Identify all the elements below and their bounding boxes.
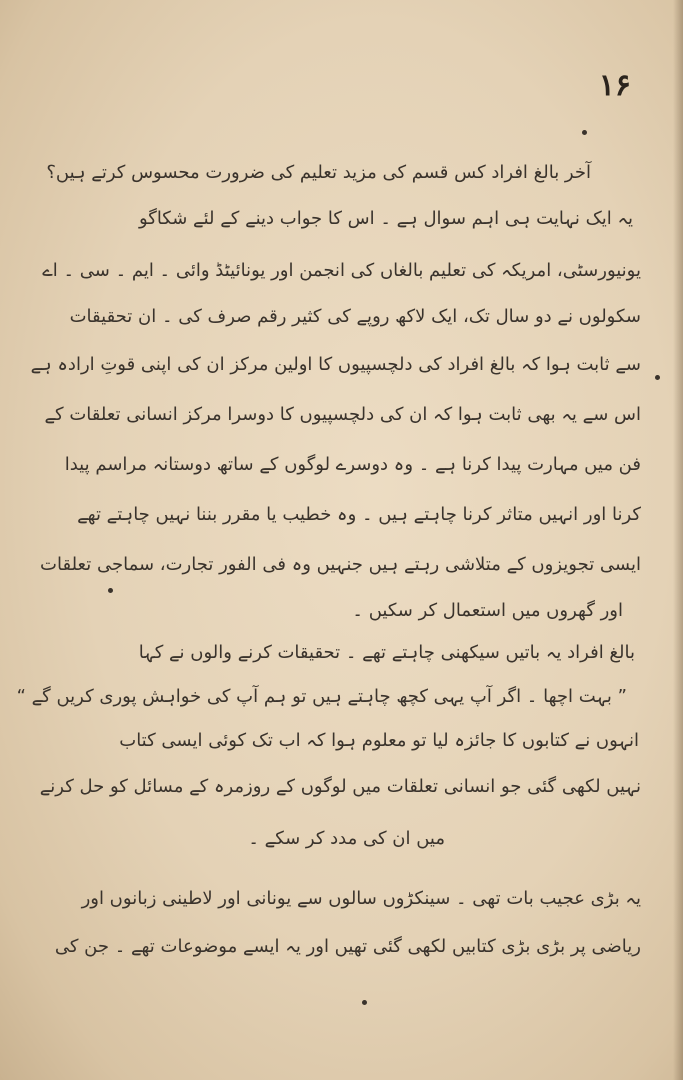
text-line: یونیورسٹی، امریکہ کی تعلیم بالغاں کی انجمن اور یونائیٹڈ وائی ۔ ایم ۔ سی ۔ اے bbox=[42, 260, 641, 281]
ink-speck bbox=[362, 1000, 367, 1005]
text-line: ” بہت اچھا ۔ اگر آپ یہی کچھ چاہتے ہیں تو ہم آپ کی خواہش پوری کریں گے “ bbox=[16, 686, 627, 707]
text-line: انہوں نے کتابوں کا جائزہ لیا تو معلوم ہوا کہ اب تک کوئی ایسی کتاب bbox=[119, 730, 639, 751]
ink-speck bbox=[108, 588, 113, 593]
text-line: آخر بالغ افراد کس قسم کی مزید تعلیم کی ضرورت محسوس کرتے ہیں؟ bbox=[46, 162, 591, 183]
text-line: اس سے یہ بھی ثابت ہوا کہ ان کی دلچسپیوں کا دوسرا مرکز انسانی تعلقات کے bbox=[44, 404, 641, 425]
text-line: سکولوں نے دو سال تک، ایک لاکھ روپے کی کثیر رقم صرف کی ۔ ان تحقیقات bbox=[69, 306, 641, 327]
text-line: کرنا اور انہیں متاثر کرنا چاہتے ہیں ۔ وہ خطیب یا مقرر بننا نہیں چاہتے تھے bbox=[77, 504, 641, 525]
text-line: میں ان کی مدد کر سکے ۔ bbox=[248, 828, 445, 849]
text-line: فن میں مہارت پیدا کرنا ہے ۔ وہ دوسرے لوگوں کے ساتھ دوستانہ مراسم پیدا bbox=[64, 454, 641, 475]
text-line: بالغ افراد یہ باتیں سیکھنی چاہتے تھے ۔ تحقیقات کرنے والوں نے کہا bbox=[138, 642, 635, 663]
text-line: سے ثابت ہوا کہ بالغ افراد کی دلچسپیوں کا اولین مرکز ان کی اپنی قوتِ ارادہ ہے bbox=[30, 354, 641, 375]
page-number: ۱۶ bbox=[598, 68, 631, 103]
text-line: ایسی تجویزوں کے متلاشی رہتے ہیں جنہیں وہ فی الفور تجارت، سماجی تعلقات bbox=[40, 554, 641, 575]
text-line: نہیں لکھی گئی جو انسانی تعلقات میں لوگوں کے روزمرہ کے مسائل کو حل کرنے bbox=[39, 776, 641, 797]
text-line: یہ بڑی عجیب بات تھی ۔ سینکڑوں سالوں سے یونانی اور لاطینی زبانوں اور bbox=[81, 888, 641, 909]
ink-speck bbox=[655, 375, 660, 380]
text-line: یہ ایک نہایت ہی اہم سوال ہے ۔ اس کا جواب دینے کے لئے شکاگو bbox=[138, 208, 633, 229]
text-line: ریاضی پر بڑی بڑی کتابیں لکھی گئی تھیں اور یہ ایسے موضوعات تھے ۔ جن کی bbox=[54, 936, 641, 957]
text-line: اور گھروں میں استعمال کر سکیں ۔ bbox=[352, 600, 623, 621]
ink-speck bbox=[582, 130, 587, 135]
